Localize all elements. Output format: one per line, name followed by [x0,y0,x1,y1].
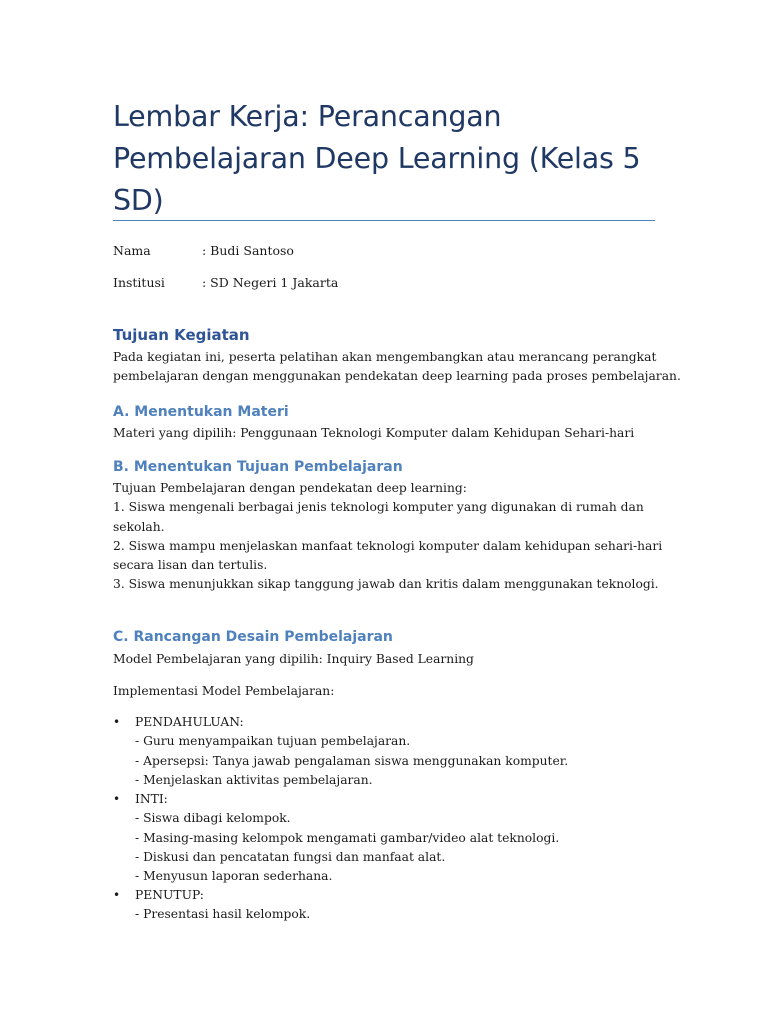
tujuan-paragraph [113,348,681,387]
paragraph-line: Implementasi Model Pembelajaran: [113,684,335,698]
list-line: PENUTUP: [135,888,204,902]
paragraph-line: secara lisan dan tertulis. [113,558,268,573]
list-line: - Menyusun laporan sederhana. [135,869,333,884]
identity-label: Institusi [113,275,165,290]
title-underline-divider [113,220,655,221]
section-c-model [113,650,658,669]
paragraph-line: sekolah. [113,519,165,534]
list-line: - Apersepsi: Tanya jawab pengalaman siswa menggunakan komputer. [135,753,569,768]
list-line: - Masing-masing kelompok mengamati gambar/video alat teknologi. [135,830,560,845]
identity-value: : Budi Santoso [202,243,294,258]
paragraph-line: Materi yang dipilih: Penggunaan Teknologi Komputer dalam Kehidupan Sehari-hari [113,426,635,440]
section-a-heading: A. Menentukan Materi [113,404,289,420]
identity-value: : SD Negeri 1 Jakarta [202,275,339,290]
tujuan-heading: Tujuan Kegiatan [113,326,250,344]
paragraph-line: 2. Siswa mampu menjelaskan manfaat teknologi komputer dalam kehidupan sehari-hari [113,538,663,553]
bullet-icon: • [113,888,121,902]
paragraph-line: Model Pembelajaran yang dipilih: Inquiry Based Learning [113,652,474,666]
paragraph-line: 1. Siswa mengenali berbagai jenis teknologi komputer yang digunakan di rumah dan [113,500,644,515]
section-c-heading: C. Rancangan Desain Pembelajaran [113,629,393,645]
document-title [113,96,673,222]
title-line: Lembar Kerja: Perancangan [113,100,502,133]
paragraph-line: Tujuan Pembelajaran dengan pendekatan deep learning: [113,481,467,495]
list-line: - Presentasi hasil kelompok. [135,907,311,922]
title-line: Pembelajaran Deep Learning (Kelas 5 [113,142,641,175]
list-line: PENDAHULUAN: [135,715,244,729]
section-a-paragraph [113,424,658,443]
section-b-paragraph [113,479,663,595]
list-line: INTI: [135,792,168,806]
section-c-implementation-label [113,682,658,701]
list-line: - Guru menyampaikan tujuan pembelajaran. [135,734,411,749]
title-line: SD) [113,184,164,217]
list-line: - Siswa dibagi kelompok. [135,811,291,826]
paragraph-line: pembelajaran dengan menggunakan pendekatan deep learning pada proses pembelajaran. [113,369,681,384]
list-line: - Diskusi dan pencatatan fungsi dan manfaat alat. [135,849,446,864]
paragraph-line: 3. Siswa menunjukkan sikap tanggung jawab dan kritis dalam menggunakan teknologi. [113,577,659,592]
paragraph-line: Pada kegiatan ini, peserta pelatihan akan mengembangkan atau merancang perangkat [113,350,657,364]
identity-label: Nama [113,243,151,258]
section-b-heading: B. Menentukan Tujuan Pembelajaran [113,459,403,475]
bullet-icon: • [113,715,121,729]
list-line: - Menjelaskan aktivitas pembelajaran. [135,772,373,787]
bullet-icon: • [113,792,121,806]
